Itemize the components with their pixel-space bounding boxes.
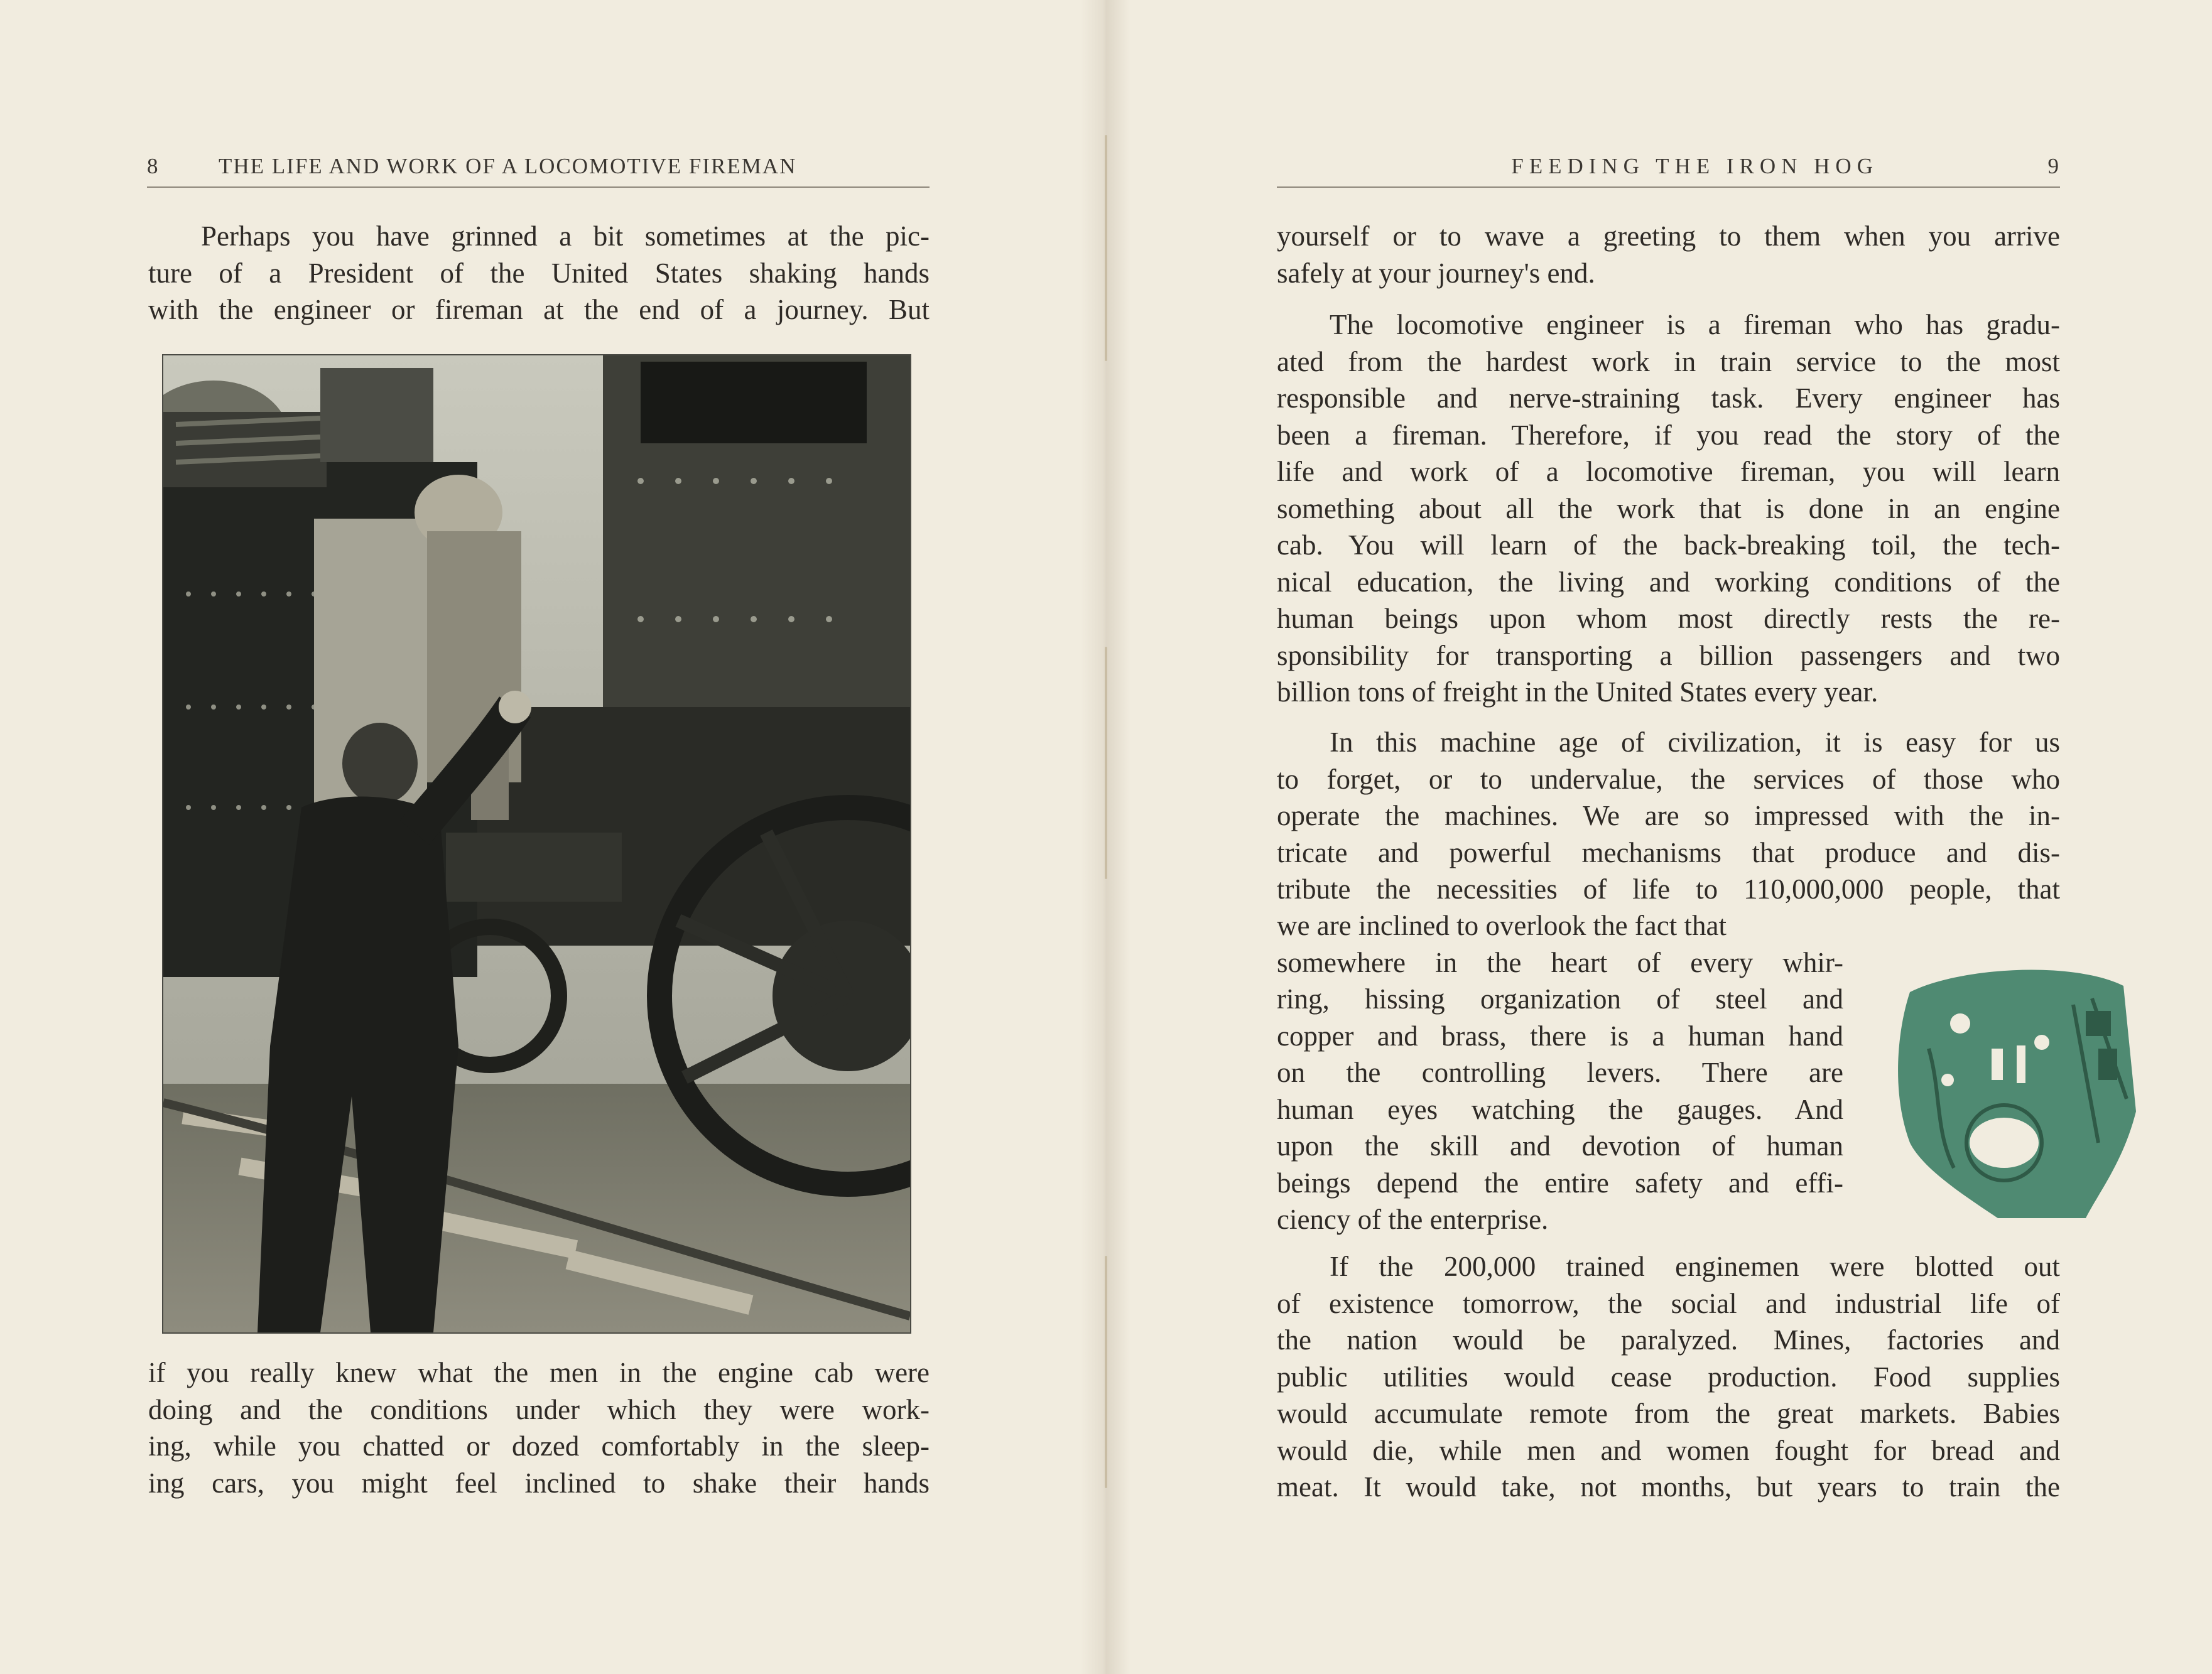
text-line: meat. It would take, not months, but years to train the xyxy=(1277,1471,2060,1503)
text-line: sponsibility for transporting a billion passengers and two xyxy=(1277,639,2060,671)
text-line: safely at your journey's end. xyxy=(1277,257,1595,289)
running-head-left: THE LIFE AND WORK OF A LOCOMOTIVE FIREMAN xyxy=(219,154,797,178)
text-line: Perhaps you have grinned a bit sometimes at the pic- xyxy=(201,220,930,252)
text-line: yourself or to wave a greeting to them when you arrive xyxy=(1277,220,2060,252)
text-line: If the 200,000 trained enginemen were blotted out xyxy=(1330,1251,2060,1282)
right-paragraph-3-narrow xyxy=(1277,907,1843,1238)
text-line: life and work of a locomotive fireman, you will learn xyxy=(1277,456,2060,487)
text-line: ing cars, you might feel inclined to shake their hands xyxy=(148,1467,930,1499)
text-line: upon the skill and devotion of human xyxy=(1277,1130,1843,1162)
right-paragraph-2 xyxy=(1277,306,2060,711)
binding-stitch xyxy=(1105,1256,1107,1488)
text-line: beings depend the entire safety and effi- xyxy=(1277,1167,1843,1199)
text-line: cab. You will learn of the back-breaking toil, the tech- xyxy=(1277,529,2060,561)
text-line: been a fireman. Therefore, if you read the story of the xyxy=(1277,419,2060,451)
left-running-header xyxy=(147,154,930,188)
text-line: copper and brass, there is a human hand xyxy=(1277,1020,1843,1052)
text-line: with the engineer or fireman at the end of a journey. But xyxy=(148,294,930,325)
text-line: of existence tomorrow, the social and industrial life of xyxy=(1277,1287,2060,1319)
text-line: operate the machines. We are so impressed with the in- xyxy=(1277,800,2060,831)
text-line: ture of a President of the United States shaking hands xyxy=(148,257,930,289)
text-line: the nation would be paralyzed. Mines, factories and xyxy=(1277,1324,2060,1356)
left-paragraph-bottom xyxy=(148,1354,930,1501)
text-line: tricate and powerful mechanisms that produce and dis- xyxy=(1277,836,2060,868)
text-line: we are inclined to overlook the fact that xyxy=(1277,910,1727,941)
text-line: tribute the necessities of life to 110,000,000 people, that xyxy=(1277,873,2060,905)
page-number-left: 8 xyxy=(147,154,160,178)
running-head-right: FEEDING THE IRON HOG xyxy=(1511,154,1879,178)
text-line: nical education, the living and working conditions of the xyxy=(1277,566,2060,598)
text-line: on the controlling levers. There are xyxy=(1277,1057,1843,1088)
engine-cab-vignette xyxy=(1885,954,2149,1231)
locomotive-handshake-photo xyxy=(162,354,911,1334)
text-line: something about all the work that is done in an engine xyxy=(1277,492,2060,524)
cab-interior-drawing xyxy=(1885,954,2149,1231)
binding-stitch xyxy=(1105,135,1107,361)
text-line: The locomotive engineer is a fireman who has gradu- xyxy=(1330,309,2060,340)
right-paragraph-3 xyxy=(1277,724,2060,908)
text-line: public utilities would cease production. Food supplies xyxy=(1277,1361,2060,1393)
text-line: would die, while men and women fought for bread and xyxy=(1277,1434,2060,1466)
text-line: ciency of the enterprise. xyxy=(1277,1204,1549,1235)
text-line: ated from the hardest work in train service to the most xyxy=(1277,345,2060,377)
right-paragraph-1 xyxy=(1277,218,2060,291)
text-line: somewhere in the heart of every whir- xyxy=(1277,946,1843,978)
text-line: ring, hissing organization of steel and xyxy=(1277,983,1843,1015)
text-line: ing, while you chatted or dozed comfortably in the sleep- xyxy=(148,1430,930,1462)
page-number-right: 9 xyxy=(2047,154,2060,178)
text-line: doing and the conditions under which they were work- xyxy=(148,1393,930,1425)
right-running-header xyxy=(1277,154,2060,188)
text-line: would accumulate remote from the great markets. Babies xyxy=(1277,1398,2060,1429)
text-line: billion tons of freight in the United States every year. xyxy=(1277,676,1879,708)
binding-stitch xyxy=(1105,647,1107,879)
text-line: human beings upon whom most directly rests the re- xyxy=(1277,603,2060,634)
text-line: responsible and nerve-straining task. Every engineer has xyxy=(1277,382,2060,414)
text-line: In this machine age of civilization, it is easy for us xyxy=(1330,726,2060,758)
text-line: human eyes watching the gauges. And xyxy=(1277,1093,1843,1125)
text-line: if you really knew what the men in the engine cab were xyxy=(148,1357,930,1388)
photo-illustration xyxy=(163,355,910,1332)
text-line: to forget, or to undervalue, the services of those who xyxy=(1277,763,2060,795)
right-paragraph-4 xyxy=(1277,1248,2060,1506)
left-paragraph-top xyxy=(148,218,930,328)
